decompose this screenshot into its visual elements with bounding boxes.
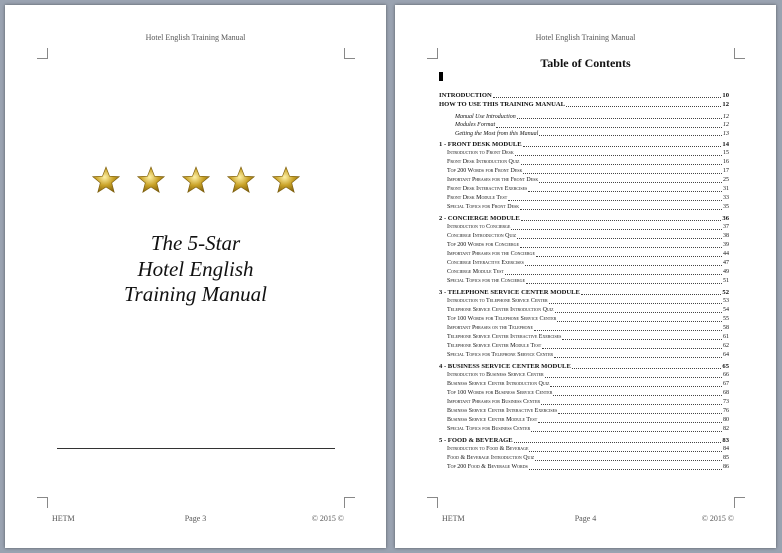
- crop-mark: [344, 48, 355, 59]
- toc-entry-page: 44: [723, 251, 729, 258]
- toc-leader: [523, 173, 722, 174]
- toc-entry[interactable]: [439, 380, 729, 389]
- toc-entry-page: 12: [723, 122, 729, 129]
- toc-entry-page: 85: [723, 455, 729, 462]
- toc-leader: [517, 118, 722, 119]
- toc-entry-page: 36: [722, 215, 729, 223]
- toc-leader: [555, 312, 722, 313]
- toc-entry-title: Top 100 Words for Business Service Center: [447, 390, 553, 397]
- crop-mark: [734, 497, 745, 508]
- toc-entry-title: Telephone Service Center Introduction Quiz: [447, 307, 554, 314]
- footer-page-number: Page 4: [574, 514, 597, 523]
- toc-entry[interactable]: [439, 277, 729, 286]
- toc-leader: [525, 265, 722, 266]
- star-icon: [226, 165, 256, 195]
- toc-leader: [520, 209, 722, 210]
- crop-mark: [37, 48, 48, 59]
- toc-entry-title: Top 200 Words for Front Desk: [447, 168, 523, 175]
- toc-entry[interactable]: [439, 185, 729, 194]
- cover-title-line: Training Manual: [124, 282, 267, 306]
- toc-page: [395, 5, 776, 548]
- toc-entry-page: 31: [723, 186, 729, 193]
- toc-leader: [557, 321, 722, 322]
- toc-entry-page: 82: [723, 426, 729, 433]
- toc-entry[interactable]: [439, 463, 729, 472]
- toc-leader: [538, 422, 722, 423]
- toc-entry-title: Business Service Center Introduction Quiz: [447, 381, 550, 388]
- toc-entry-title: Business Service Center Interactive Exercises: [447, 408, 558, 415]
- cover-page: [5, 5, 386, 548]
- toc-entry-title: Introduction to Food & Beverage: [447, 446, 529, 453]
- toc-leader: [496, 127, 722, 128]
- toc-entry-title: 3 - TELEPHONE SERVICE CENTER MODULE: [439, 289, 580, 297]
- toc-leader: [545, 377, 722, 378]
- toc-leader: [515, 155, 722, 156]
- toc-leader: [521, 220, 722, 221]
- toc-leader: [514, 442, 722, 443]
- toc-entry-page: 62: [723, 343, 729, 350]
- toc-entry-page: 84: [723, 446, 729, 453]
- toc-leader: [521, 164, 723, 165]
- toc-entry-page: 12: [723, 113, 729, 120]
- toc-entry-page: 52: [722, 289, 729, 297]
- toc-entry[interactable]: [439, 416, 729, 425]
- star-icon: [271, 165, 301, 195]
- toc-entry[interactable]: [439, 194, 729, 203]
- toc-leader: [566, 106, 721, 107]
- toc-entry-page: 83: [722, 437, 729, 445]
- toc-entry-title: Front Desk Module Test: [447, 195, 508, 202]
- toc-entry-page: 73: [723, 399, 729, 406]
- toc-entry-title: Important Phrases for the Front Desk: [447, 177, 539, 184]
- toc-entry-title: Food & Beverage Introduction Quiz: [447, 455, 535, 462]
- toc-entry-page: 51: [723, 278, 729, 285]
- toc-entry[interactable]: [439, 306, 729, 315]
- toc-entry[interactable]: [439, 203, 729, 212]
- toc-leader: [511, 229, 722, 230]
- toc-leader: [534, 330, 722, 331]
- toc-leader: [493, 97, 722, 98]
- footer-left: HETM: [442, 514, 465, 523]
- toc-entry[interactable]: [439, 268, 729, 277]
- toc-entry[interactable]: [439, 436, 729, 445]
- toc-entry[interactable]: [439, 362, 729, 371]
- toc-entry-page: 49: [723, 269, 729, 276]
- toc-entry-title: Introduction to Telephone Service Center: [447, 298, 548, 305]
- toc-leader: [581, 294, 722, 295]
- toc-entry-title: Manual Use Introduction: [455, 113, 516, 120]
- toc-entry[interactable]: [439, 158, 729, 167]
- toc-leader: [526, 283, 722, 284]
- toc-entry[interactable]: [439, 241, 729, 250]
- toc-entry-page: 13: [723, 130, 729, 137]
- toc-entry-title: Top 200 Words for Concierge: [447, 242, 520, 249]
- toc-entry-page: 55: [723, 316, 729, 323]
- star-icon: [91, 165, 121, 195]
- toc-leader: [529, 451, 722, 452]
- toc-entry-page: 76: [723, 408, 729, 415]
- toc-entry-title: Business Service Center Module Test: [447, 417, 538, 424]
- toc-entry-page: 38: [723, 233, 729, 240]
- toc-leader: [528, 191, 722, 192]
- toc-entry[interactable]: [439, 250, 729, 259]
- toc-entry-title: Getting the Most from this Manual: [455, 130, 539, 137]
- toc-entry[interactable]: [439, 232, 729, 241]
- toc-entry-title: Important Phrases for the Concierge: [447, 251, 535, 258]
- running-header: Hotel English Training Manual: [535, 33, 636, 42]
- signature-line: [57, 448, 335, 449]
- toc-entry-title: Concierge Interactive Exercises: [447, 260, 524, 267]
- toc-entry-page: 25: [723, 177, 729, 184]
- footer-copyright: © 2015 ©: [311, 514, 344, 523]
- star-icon: [136, 165, 166, 195]
- toc-entry-page: 68: [723, 390, 729, 397]
- toc-entry[interactable]: [439, 91, 729, 100]
- toc-entry-page: 10: [722, 92, 729, 99]
- toc-leader: [531, 431, 722, 432]
- toc-entry[interactable]: [439, 398, 729, 407]
- footer-copyright: © 2015 ©: [701, 514, 734, 523]
- toc-entry-page: 12: [722, 101, 729, 108]
- toc-entry-title: Introduction to Concierge: [447, 224, 511, 231]
- toc-entry[interactable]: [439, 407, 729, 416]
- toc-leader: [539, 182, 722, 183]
- crop-mark: [37, 497, 48, 508]
- star-icon: [181, 165, 211, 195]
- toc-entry-title: 2 - CONCIERGE MODULE: [439, 215, 520, 223]
- toc-entry[interactable]: [439, 351, 729, 360]
- toc-entry-page: 61: [723, 334, 729, 341]
- toc-entry-page: 33: [723, 195, 729, 202]
- toc-entry[interactable]: [439, 214, 729, 223]
- text-cursor: [439, 72, 443, 81]
- toc-entry-title: Important Phrases for Business Center: [447, 399, 541, 406]
- crop-mark: [344, 497, 355, 508]
- toc-entry-title: Introduction to Front Desk: [447, 150, 514, 157]
- toc-entry-page: 39: [723, 242, 729, 249]
- toc-entry[interactable]: [439, 259, 729, 268]
- toc-entry-page: 80: [723, 417, 729, 424]
- toc-entry-title: INTRODUCTION: [439, 92, 492, 99]
- toc-leader: [529, 469, 722, 470]
- toc-entry[interactable]: [439, 297, 729, 306]
- toc-entry-title: HOW TO USE THIS TRAINING MANUAL: [439, 101, 565, 108]
- toc-entry-title: Special Topics for the Concierge: [447, 278, 526, 285]
- cover-title-line: Hotel English: [137, 256, 254, 281]
- toc-entry[interactable]: [439, 176, 729, 185]
- toc-entry-title: Concierge Module Test: [447, 269, 504, 276]
- toc-leader: [558, 413, 722, 414]
- toc-leader: [505, 274, 722, 275]
- toc-entry-title: Telephone Service Center Module Test: [447, 343, 542, 350]
- toc-entry[interactable]: [439, 324, 729, 333]
- toc-entry-page: 67: [723, 381, 729, 388]
- toc-leader: [536, 256, 722, 257]
- toc-entry-title: Top 200 Food & Beverage Words: [447, 464, 528, 471]
- toc-entry-title: Important Phrases on the Telephone: [447, 325, 533, 332]
- toc-entry[interactable]: [439, 140, 729, 149]
- toc-list: [439, 91, 729, 472]
- toc-entry[interactable]: [439, 130, 729, 138]
- toc-entry-page: 54: [723, 307, 729, 314]
- toc-leader: [539, 135, 722, 136]
- cover-title: [5, 231, 386, 308]
- toc-entry-title: Concierge Introduction Quiz: [447, 233, 517, 240]
- toc-entry-page: 65: [722, 363, 729, 371]
- toc-entry[interactable]: [439, 333, 729, 342]
- toc-leader: [541, 404, 722, 405]
- toc-entry-title: Modules Format: [455, 122, 496, 129]
- toc-entry[interactable]: [439, 100, 729, 109]
- toc-entry-title: Front Desk Interactive Exercises: [447, 186, 528, 193]
- toc-entry[interactable]: [439, 454, 729, 463]
- toc-title: Table of Contents: [540, 56, 631, 70]
- toc-leader: [554, 357, 722, 358]
- toc-leader: [508, 200, 722, 201]
- toc-entry-title: Special Topics for Business Center: [447, 426, 531, 433]
- toc-entry[interactable]: [439, 113, 729, 121]
- toc-leader: [572, 368, 722, 369]
- five-star-rating: [91, 165, 301, 199]
- running-header: Hotel English Training Manual: [145, 33, 246, 42]
- toc-entry[interactable]: [439, 425, 729, 434]
- toc-leader: [517, 238, 722, 239]
- crop-mark: [427, 497, 438, 508]
- toc-leader: [523, 146, 722, 147]
- toc-leader: [562, 339, 722, 340]
- toc-entry[interactable]: [439, 167, 729, 176]
- toc-entry-title: Telephone Service Center Interactive Exercises: [447, 334, 562, 341]
- toc-entry[interactable]: [439, 371, 729, 380]
- toc-entry-page: 17: [723, 168, 729, 175]
- footer-left: HETM: [52, 514, 75, 523]
- toc-entry[interactable]: [439, 445, 729, 454]
- footer-page-number: Page 3: [184, 514, 207, 523]
- toc-leader: [553, 395, 722, 396]
- toc-entry-title: Introduction to Business Service Center: [447, 372, 544, 379]
- toc-leader: [535, 460, 722, 461]
- toc-entry-page: 15: [723, 150, 729, 157]
- toc-entry-page: 47: [723, 260, 729, 267]
- toc-leader: [520, 247, 722, 248]
- toc-entry-title: Top 100 Words for Telephone Service Center: [447, 316, 557, 323]
- toc-entry-title: 1 - FRONT DESK MODULE: [439, 141, 522, 149]
- toc-entry-title: 5 - FOOD & BEVERAGE: [439, 437, 513, 445]
- toc-entry[interactable]: [439, 342, 729, 351]
- toc-entry-page: 64: [723, 352, 729, 359]
- toc-entry[interactable]: [439, 223, 729, 232]
- toc-entry-page: 66: [723, 372, 729, 379]
- toc-entry-page: 58: [723, 325, 729, 332]
- toc-entry[interactable]: [439, 389, 729, 398]
- toc-entry-title: Front Desk Introduction Quiz: [447, 159, 520, 166]
- toc-entry-title: Special Topics for Front Desk: [447, 204, 520, 211]
- toc-entry-title: Special Topics for Telephone Service Center: [447, 352, 554, 359]
- toc-entry-page: 16: [723, 159, 729, 166]
- toc-entry-page: 14: [722, 141, 729, 149]
- toc-entry-page: 37: [723, 224, 729, 231]
- toc-entry[interactable]: [439, 149, 729, 158]
- cover-title-line: The 5-Star: [150, 231, 241, 255]
- toc-entry[interactable]: [439, 288, 729, 297]
- toc-leader: [549, 303, 722, 304]
- toc-leader: [542, 348, 722, 349]
- toc-leader: [550, 386, 722, 387]
- toc-entry-title: 4 - BUSINESS SERVICE CENTER MODULE: [439, 363, 571, 371]
- toc-entry-page: 35: [723, 204, 729, 211]
- toc-entry-page: 53: [723, 298, 729, 305]
- toc-entry[interactable]: [439, 121, 729, 129]
- toc-entry-page: 86: [723, 464, 729, 471]
- toc-entry[interactable]: [439, 315, 729, 324]
